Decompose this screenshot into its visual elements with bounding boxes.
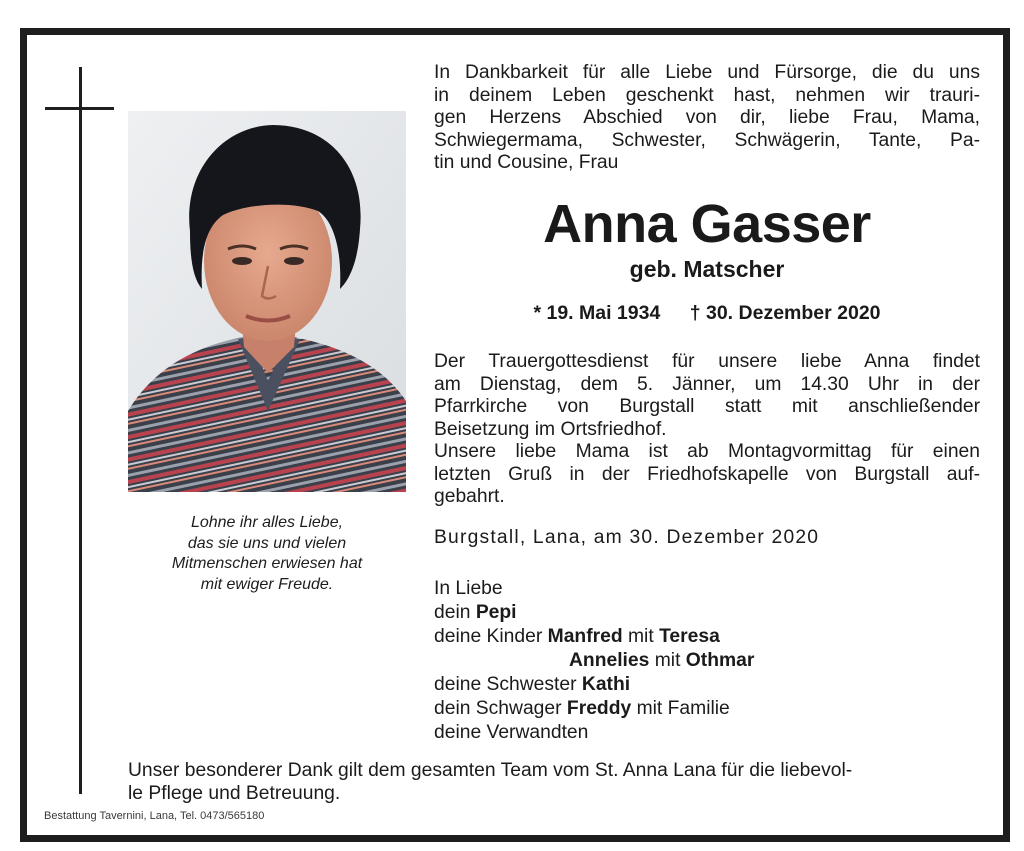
service-line: Pfarrkirche von Burgstall statt mit anschließender — [434, 396, 980, 417]
thanks-line: le Pflege und Betreuung. — [128, 783, 341, 804]
relation-text: dein Schwager — [434, 698, 567, 719]
mourner-name: Annelies — [569, 650, 650, 671]
mourner-row — [434, 601, 754, 625]
mourners-list — [434, 577, 754, 745]
thanks-paragraph — [128, 759, 980, 805]
thanks-line: Unser besonderer Dank gilt dem gesamten Team vom St. Anna Lana für die liebevol- — [128, 760, 853, 781]
relation-text: deine Kinder — [434, 626, 548, 647]
relation-text: mit — [622, 626, 660, 647]
place-date: Burgstall, Lana, am 30. Dezember 2020 — [434, 527, 820, 548]
mourner-name: Kathi — [581, 674, 631, 695]
intro-line: In Dankbarkeit für alle Liebe und Fürsorge, die du uns — [434, 62, 980, 83]
mourner-name: Teresa — [659, 626, 720, 647]
caption-line: Mitmenschen erwiesen hat — [171, 555, 363, 572]
mourner-row — [434, 697, 754, 721]
intro-line: tin und Cousine, Frau — [434, 152, 619, 173]
intro-line: in deinem Leben geschenkt hast, nehmen wir trauri- — [434, 84, 980, 106]
life-dates — [434, 301, 980, 325]
service-line: Beisetzung im Ortsfriedhof. — [434, 418, 667, 440]
mourner-name: Pepi — [475, 602, 517, 623]
service-line: am Dienstag, dem 5. Jänner, um 14.30 Uhr in der — [434, 373, 980, 395]
relation-text: dein — [434, 602, 476, 623]
portrait-photo — [128, 111, 406, 492]
mourner-row — [434, 673, 754, 697]
relation-text: deine Schwester — [434, 674, 582, 695]
service-line: Unsere liebe Mama ist ab Montagvormittag für einen — [434, 441, 980, 462]
undertaker-credit: Bestattung Tavernini, Lana, Tel. 0473/565180 — [44, 810, 265, 822]
intro-line: Schwiegermama, Schwester, Schwägerin, Tante, Pa- — [434, 129, 980, 151]
service-line: Der Trauergottesdienst für unsere liebe Anna findet — [434, 351, 980, 372]
caption-line: Lohne ihr alles Liebe, — [190, 514, 344, 531]
cross-icon — [79, 67, 82, 794]
mourner-name: Freddy — [566, 698, 632, 719]
birth-date: * 19. Mai 1934 — [533, 302, 661, 324]
intro-line: gen Herzens Abschied von dir, liebe Frau, Mama, — [434, 107, 980, 128]
relation-text: mit Familie — [631, 698, 730, 719]
mourner-row — [434, 625, 754, 649]
cross-icon-bar — [45, 107, 114, 110]
maiden-name: geb. Matscher — [629, 256, 785, 282]
caption-line: das sie uns und vielen — [187, 534, 347, 552]
death-date: † 30. Dezember 2020 — [689, 302, 881, 324]
service-line: gebahrt. — [434, 486, 505, 507]
service-line: letzten Gruß in der Friedhofskapelle von Burgstall auf- — [434, 463, 980, 485]
relation-text: mit — [649, 650, 686, 671]
caption-line: mit ewiger Freude. — [200, 575, 334, 593]
mourner-row — [434, 649, 754, 673]
mourner-name: Othmar — [685, 650, 755, 671]
intro-paragraph — [434, 62, 980, 175]
service-paragraph — [434, 351, 980, 509]
deceased-name: Anna Gasser — [543, 194, 871, 254]
photo-caption — [128, 513, 406, 595]
mourner-row: deine Verwandten — [434, 722, 589, 743]
mourners-intro: In Liebe — [434, 578, 503, 599]
mourner-name: Manfred — [547, 626, 623, 647]
